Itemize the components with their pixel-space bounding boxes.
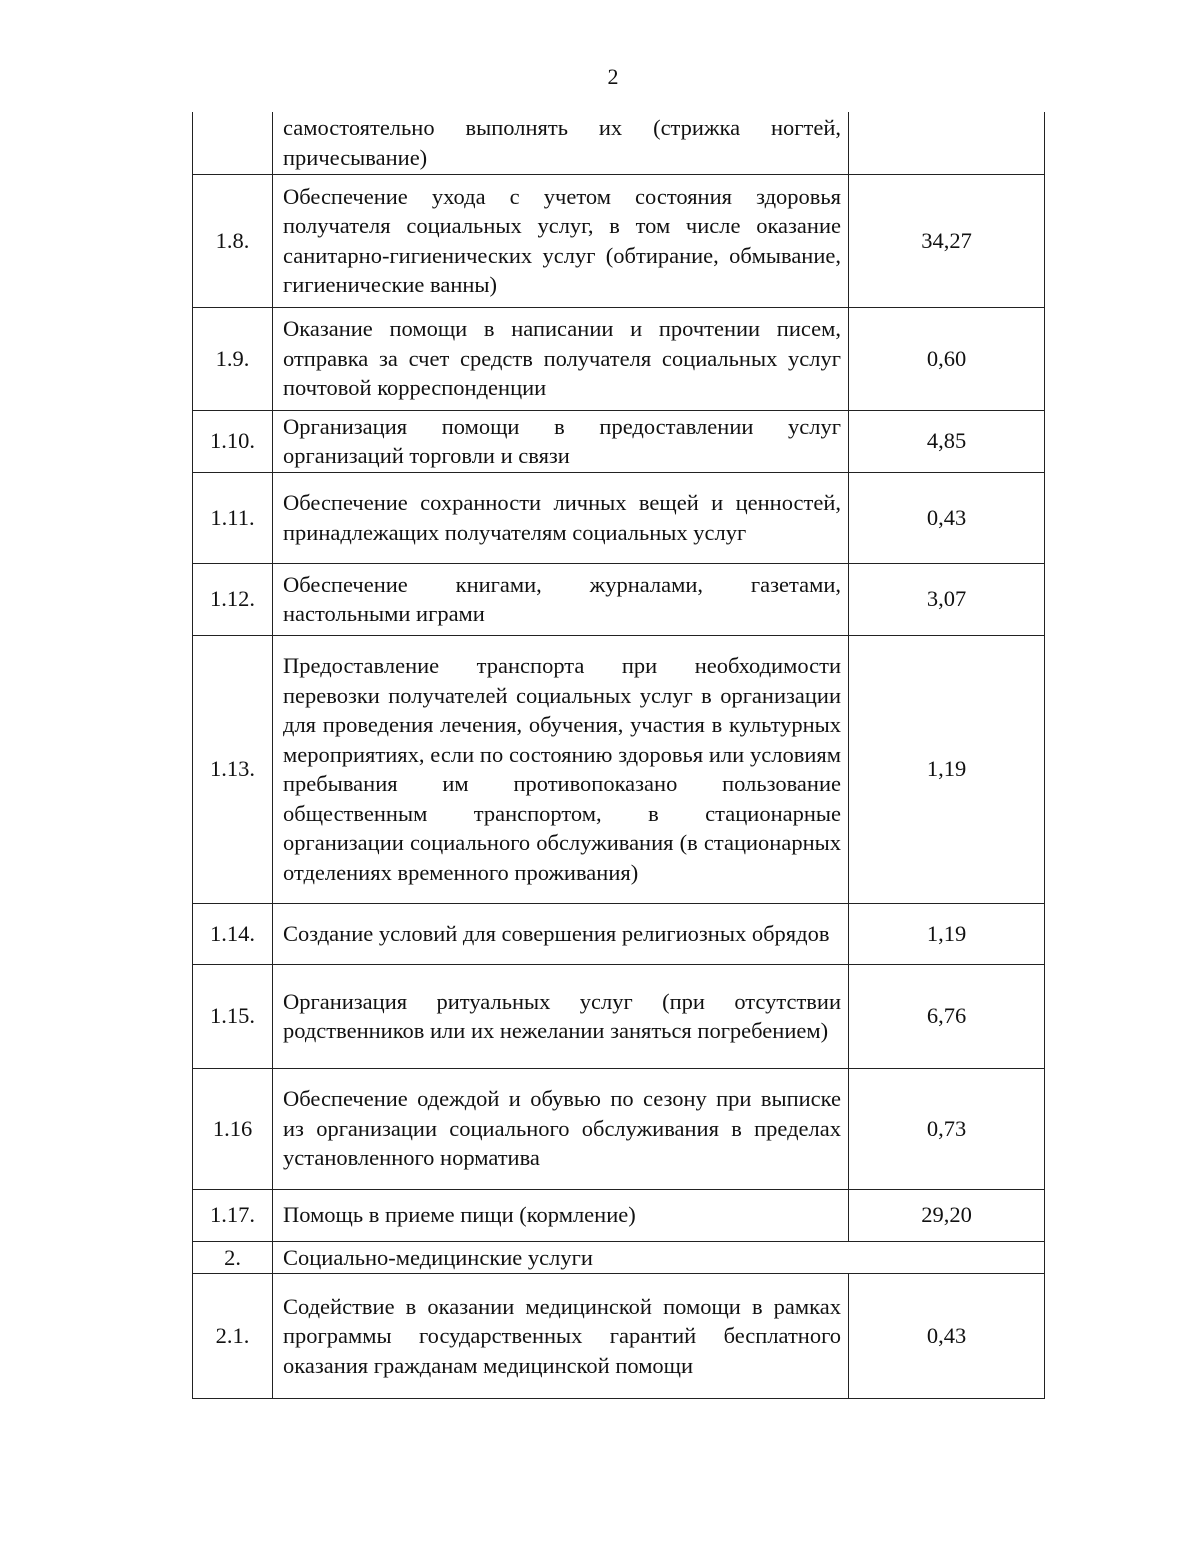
table-row <box>193 1189 1045 1241</box>
service-name: Оказание помощи в написании и прочтении писем, отправка за счет средств получателя социальных услуг почтовой корреспонденции <box>273 307 849 410</box>
table-row <box>193 903 1045 964</box>
service-name: Помощь в приеме пищи (кормление) <box>273 1189 849 1241</box>
table-row <box>193 1274 1045 1399</box>
table-row <box>193 1068 1045 1189</box>
table-row <box>193 307 1045 410</box>
section-number: 2. <box>193 1241 273 1274</box>
service-value: 29,20 <box>849 1189 1045 1241</box>
row-number: 1.17. <box>193 1189 273 1241</box>
service-name: Создание условий для совершения религиозных обрядов <box>273 903 849 964</box>
service-value: 0,43 <box>849 1274 1045 1399</box>
row-number <box>193 112 273 174</box>
table-row <box>193 112 1045 174</box>
table-row <box>193 635 1045 903</box>
service-value: 0,43 <box>849 472 1045 563</box>
service-name: Содействие в оказании медицинской помощи в рамках программы государственных гарантий бесплатного оказания гражданам медицинской помощи <box>273 1274 849 1399</box>
service-value: 4,85 <box>849 410 1045 472</box>
service-name: самостоятельно выполнять их (стрижка ногтей, причесывание) <box>273 112 849 174</box>
service-name: Обеспечение книгами, журналами, газетами, настольными играми <box>273 563 849 635</box>
service-value: 6,76 <box>849 964 1045 1068</box>
service-value <box>849 112 1045 174</box>
row-number: 1.15. <box>193 964 273 1068</box>
row-number: 1.12. <box>193 563 273 635</box>
row-number: 1.13. <box>193 635 273 903</box>
service-value: 0,60 <box>849 307 1045 410</box>
service-value: 1,19 <box>849 635 1045 903</box>
row-number: 1.10. <box>193 410 273 472</box>
table-row <box>193 472 1045 563</box>
section-title: Социально-медицинские услуги <box>273 1241 1045 1274</box>
table-row <box>193 174 1045 307</box>
service-name: Организация помощи в предоставлении услуг организаций торговли и связи <box>273 410 849 472</box>
table-row <box>193 563 1045 635</box>
service-name: Обеспечение одеждой и обувью по сезону при выписке из организации социального обслуживания в пределах установленного норматива <box>273 1068 849 1189</box>
service-name: Организация ритуальных услуг (при отсутствии родственников или их нежелании заняться погребением) <box>273 964 849 1068</box>
row-number: 1.11. <box>193 472 273 563</box>
service-name: Обеспечение сохранности личных вещей и ценностей, принадлежащих получателям социальных услуг <box>273 472 849 563</box>
page-number: 2 <box>607 64 619 89</box>
row-number: 1.9. <box>193 307 273 410</box>
service-name: Обеспечение ухода с учетом состояния здоровья получателя социальных услуг, в том числе оказание санитарно-гигиенических услуг (обтирание, обмывание, гигиенические ванны) <box>273 174 849 307</box>
row-number: 1.16 <box>193 1068 273 1189</box>
section-row <box>193 1241 1045 1274</box>
table-row <box>193 964 1045 1068</box>
service-value: 1,19 <box>849 903 1045 964</box>
services-tariff-table <box>192 112 1045 1399</box>
service-value: 0,73 <box>849 1068 1045 1189</box>
row-number: 1.14. <box>193 903 273 964</box>
row-number: 1.8. <box>193 174 273 307</box>
service-value: 34,27 <box>849 174 1045 307</box>
row-number: 2.1. <box>193 1274 273 1399</box>
service-name: Предоставление транспорта при необходимости перевозки получателей социальных услуг в организации для проведения лечения, обучения, участия в культурных мероприятиях, если по состоянию здоровья или условиям пребывания им противопоказано пользование общественным транспортом, в стационарные организации социального обслуживания (в стационарных отделениях временного проживания) <box>273 635 849 903</box>
service-value: 3,07 <box>849 563 1045 635</box>
table-row <box>193 410 1045 472</box>
